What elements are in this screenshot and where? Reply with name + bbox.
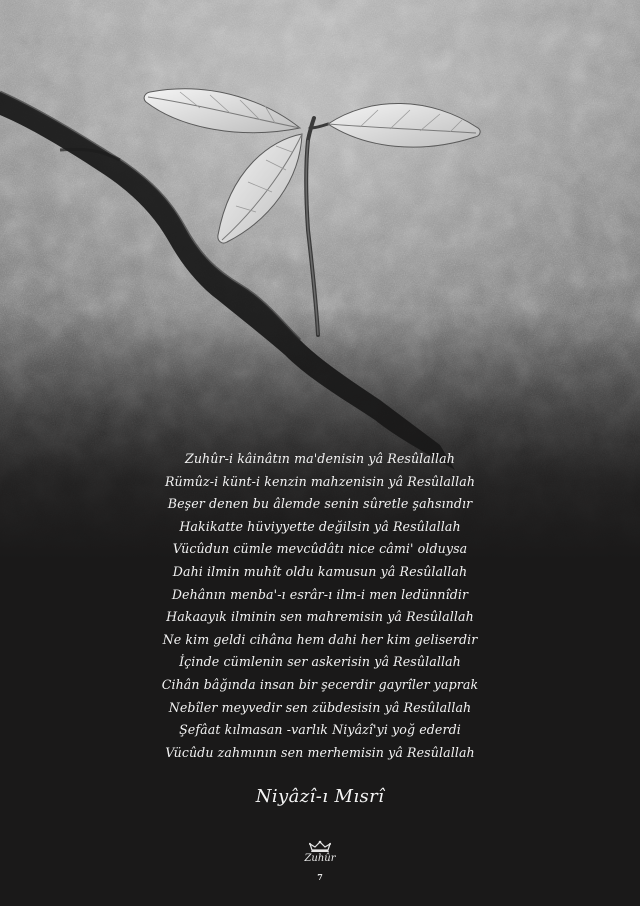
poem-line: Vücûdun cümle mevcûdâtı nice câmi' olduysa bbox=[172, 541, 468, 557]
poem-line: Şefâat kılmasan -varlık Niyâzî'yi yoğ ederdi bbox=[179, 722, 461, 738]
poem-line: Ne kim geldi cihâna hem dahi her kim geliserdir bbox=[162, 631, 478, 647]
page-number: 7 bbox=[317, 872, 323, 882]
poem-line: Hakikatte hüviyyette değilsin yâ Resûlallah bbox=[179, 518, 461, 534]
poem-line: Nebîler meyvedir sen zübdesisin yâ Resûlallah bbox=[168, 699, 472, 715]
poem-line: Dahi ilmin muhît oldu kamusun yâ Resûlallah bbox=[172, 563, 468, 579]
crown-icon bbox=[308, 840, 332, 854]
poem-line: İçinde cümlenin ser askerisin yâ Resûlallah bbox=[179, 654, 461, 670]
poem-line: Cihân bâğında insan bir şecerdir gayrîler yaprak bbox=[161, 676, 479, 692]
poem-line: Hakaayık ilminin sen mahremisin yâ Resûlallah bbox=[166, 609, 474, 625]
poem-text bbox=[0, 448, 640, 764]
poem-line: Zuhûr-i kâinâtın ma'denisin yâ Resûlallah bbox=[185, 451, 455, 466]
poem-line: Dehânın menba'-ı esrâr-ı ilm-i men ledünnîdir bbox=[171, 586, 469, 602]
poem-line: Vücûdu zahmının sen merhemisin yâ Resûlallah bbox=[165, 744, 475, 760]
logo-wordmark: Zuhûr bbox=[304, 853, 336, 864]
poem-author: Niyâzî-ı Mısrî bbox=[255, 786, 385, 807]
poem-line: Rümûz-i künt-i kenzin mahzenisin yâ Resûlallah bbox=[164, 473, 476, 489]
poem-line: Beşer denen bu âlemde senin sûretle şahsındır bbox=[167, 496, 473, 512]
